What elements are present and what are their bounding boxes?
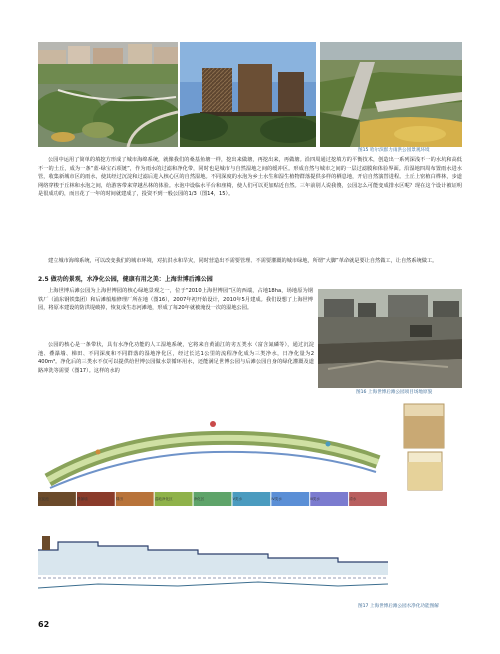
paragraph-text: 公园中运用了简单的填挖方形成了城市海绵系统，就像我们的桑基鱼塘一样，挖出来做塘，再挖出来，再做塘。沿四周通过挖填方的平衡技术，创造出一系列深浅不一的水坑和高低不一的土丘，成为一条“蓝-绿宝石项链”，作为雨水的过滤和净化带，同时也是城市与自然湿地之间的缓冲区。形成自然与城市之间的一层过滤膜和体验界面。沿湿地四周布置雨水进水管，收集新城市区的雨水，使其经过沉淀和过滤后进入核心区的自然湿地。不同深度的水泡为乡土水生和湿生植物群落提供多样的栖息地，开启自然演替进程。土丘上密植白桦林，步道网络穿梭于丘林和水泡之间，给游客带来穿越丛林的体验。水泡中设临水平台和座椅，使人们可以更加贴近自然。三年前别人说我傻，公园怎么可能变成排水区呢？现在这个设计被证明是很成功的，而且花了一年的时间就建成了，投资不到一般公园的1/3（图14，15）。	[38, 157, 462, 198]
body-paragraph-2	[38, 257, 462, 275]
stage-label: 清水	[349, 497, 357, 501]
paragraph-text: 公园的核心是一条带状，具有水净化功能的人工湿地系统，它将来自黄浦江的劣五类水（富含氮磷等），通过沉淀池、叠瀑墙、梯田、不同深度和不同群落的湿地净化区，经过长达1公里的流程净化成为三类净水，日净化量为2 400m³。净化后的三类水不仅可以提供给世博公园做水景循环用水，还能满足世博公园与后滩公园自身的绿化灌溉及道路冲洗等需要（图17）。这样的水的	[38, 342, 314, 374]
stage-label: Ⅳ类水	[271, 497, 282, 501]
page-number: 62	[38, 620, 50, 629]
section-profile	[38, 536, 388, 588]
photo-aerial-park	[38, 42, 178, 147]
stage-label: 沉淀池	[38, 497, 49, 501]
figure-17-caption: 图17 上海世博后滩公园水净化功能图解	[358, 604, 439, 609]
figure-16-caption: 图16 上海世博后滩公园项目场地原貌	[356, 390, 433, 395]
stage-label: 梯田	[115, 497, 123, 501]
paragraph-text: 上海世博后滩公园为上海世博园的核心绿地景观之一，位于“2010上海世博园”区的西端，占地18ha，场地原为钢铁厂（浦东钢铁集团）和后滩船舶修理厂所在地（图16），2007年初开始设计，2010年5月建成。我们设想了上海世博园，将原本建设的防洪堤破掉，恢复成生态河滩地，形成了每20年就被淹没一次的湿地公园。	[38, 288, 313, 312]
body-paragraph-4	[38, 341, 462, 393]
body-paragraph-1	[38, 156, 462, 256]
photo-water-samples	[388, 398, 462, 494]
stage-label: 净化区	[193, 497, 205, 501]
photo-walkway-bridge	[320, 42, 462, 147]
body-paragraph-3	[38, 287, 313, 339]
figure-15-caption: 图15 哈尔滨群力雨洪公园景观环境	[358, 148, 430, 153]
stage-labels	[38, 497, 388, 507]
stage-label: 湿地净化区	[154, 497, 173, 501]
stage-label: 叠瀑墙	[76, 497, 88, 501]
paragraph-text: 建立城市海绵系统，可以改变我们的城市环境，对抗洪水和旱灾，同时营造出不需要管理、不需要灌溉的城市绿地，所谓“大脚”革命就是要让自然做工，让自然系统做工。	[48, 258, 438, 264]
photo-tower-structure	[180, 42, 316, 147]
section-heading: 2.5 做功的景观，水净化公园，健康有用之美：上海世博后滩公园	[38, 276, 213, 283]
stage-label: Ⅴ类水	[232, 497, 243, 501]
stage-label: Ⅲ类水	[310, 497, 320, 501]
